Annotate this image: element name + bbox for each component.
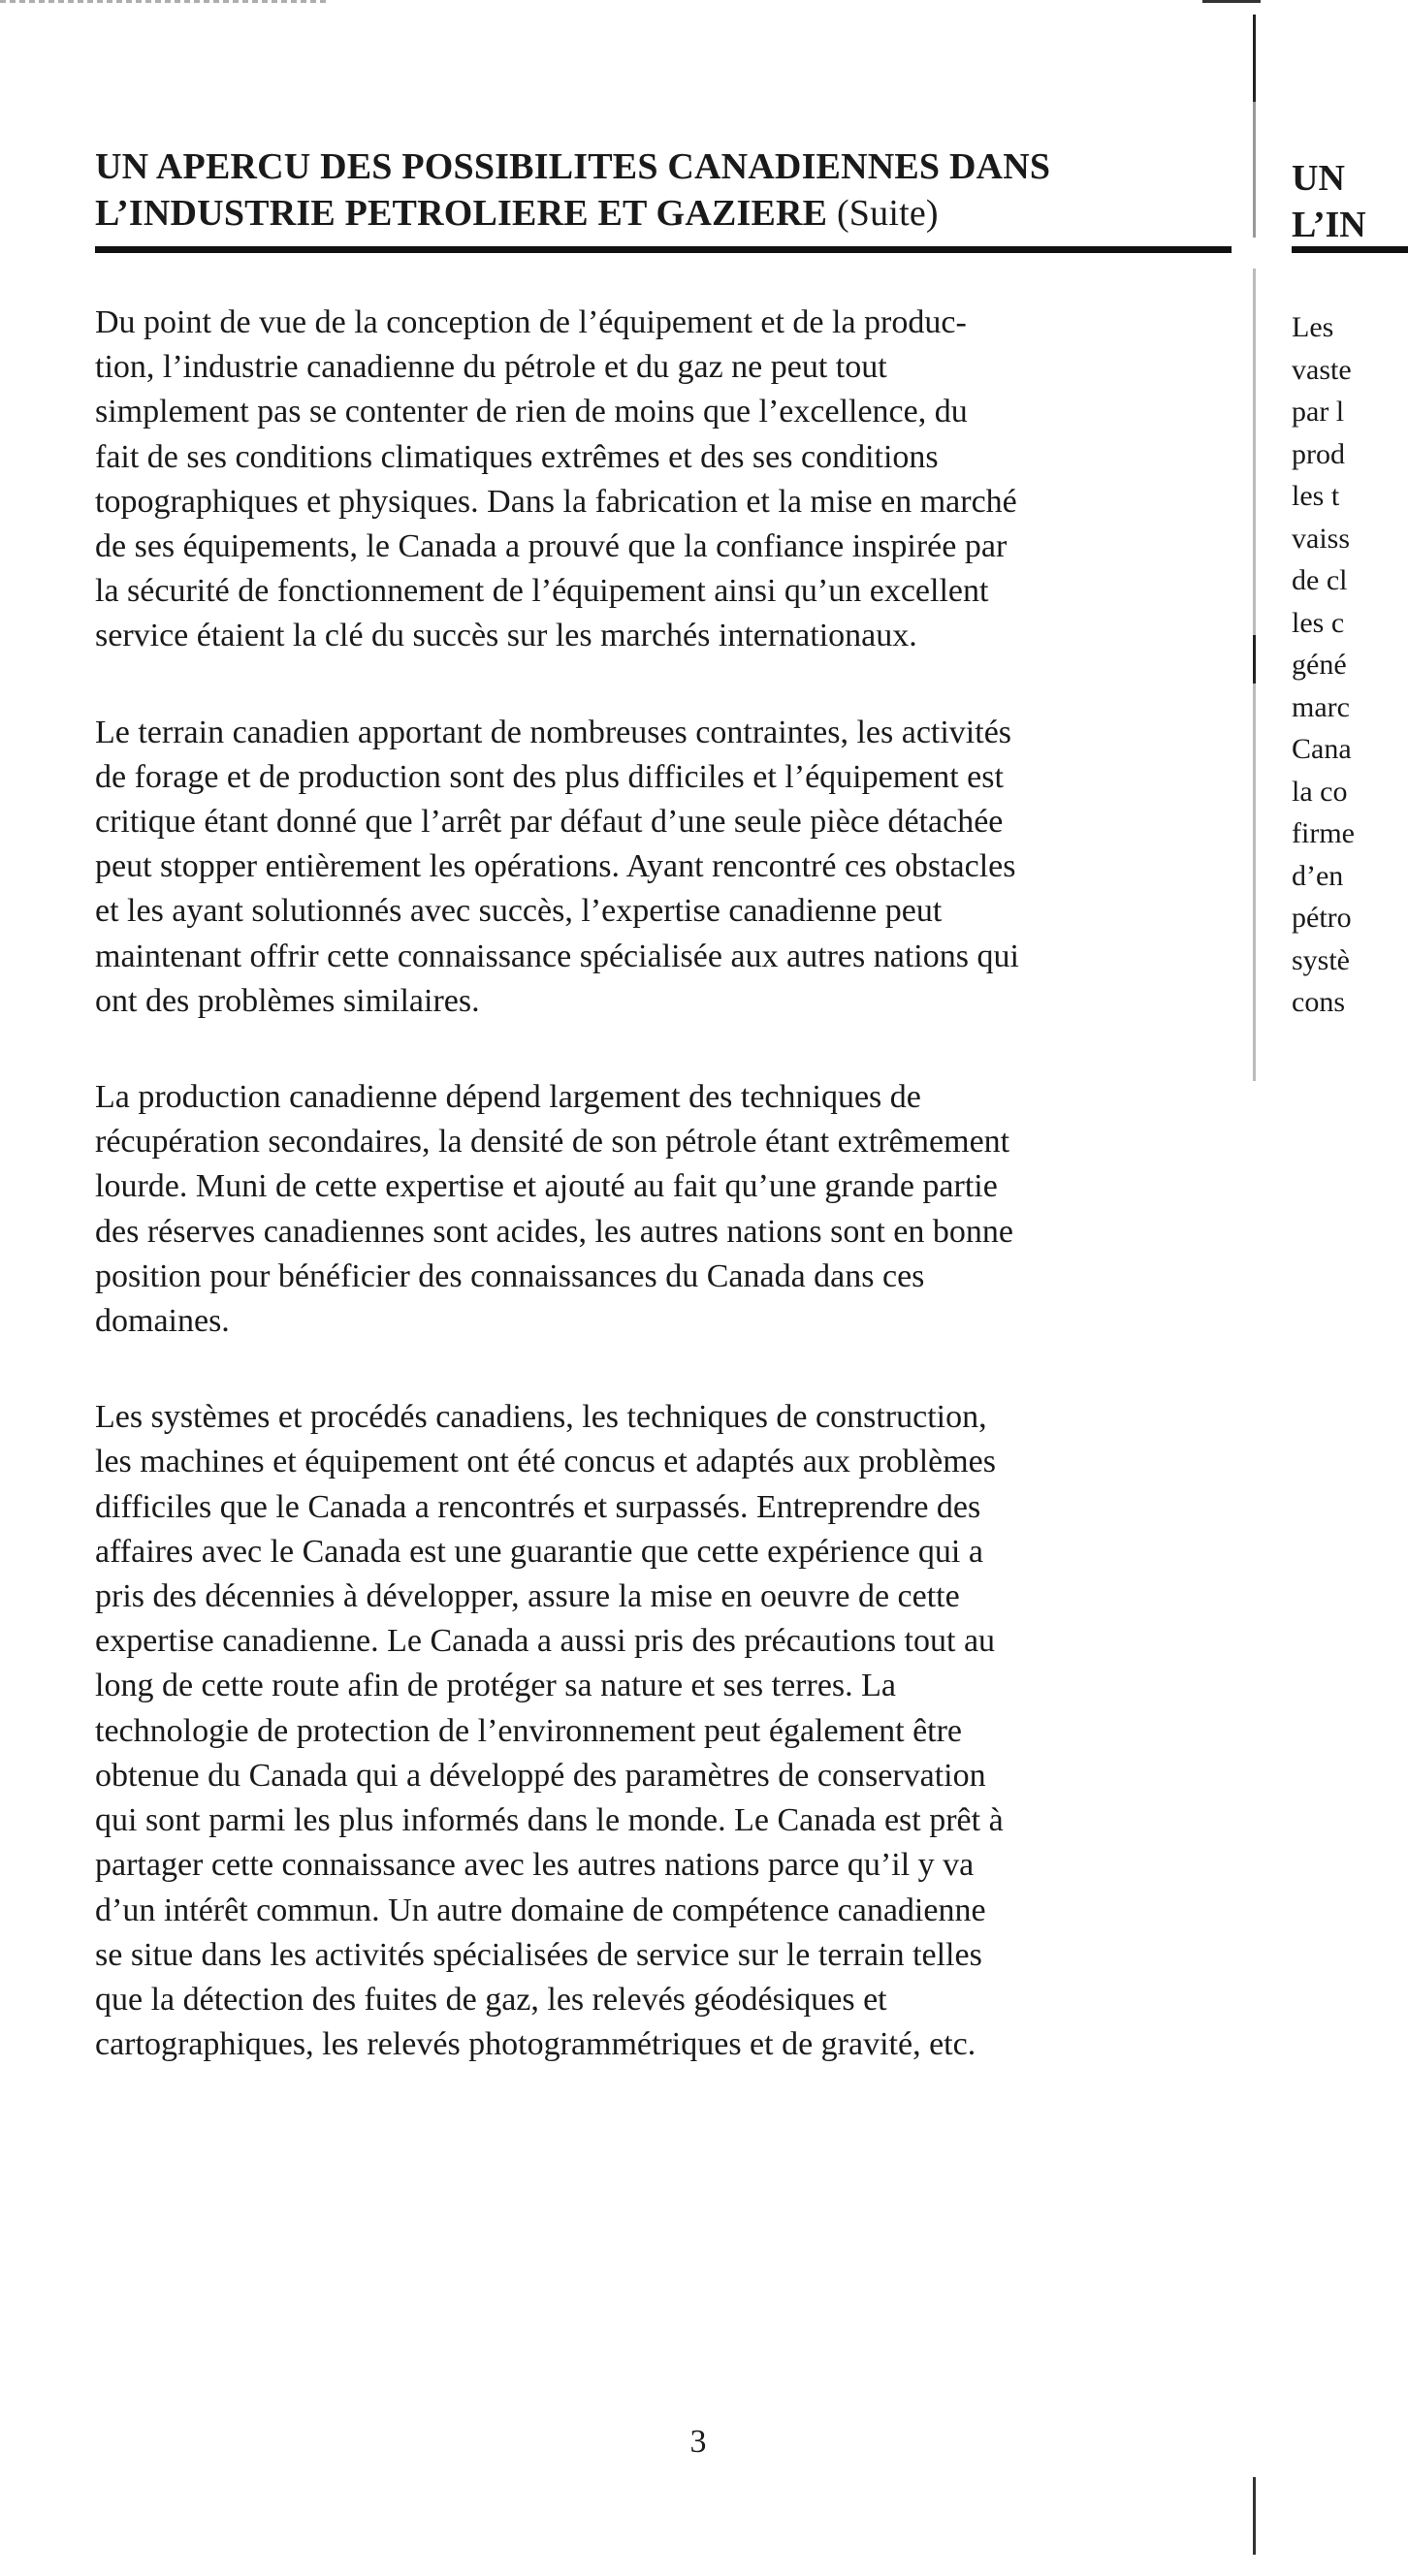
next-page-line: par l	[1292, 396, 1345, 428]
text-line: se situe dans les activités spécialisées de service sur le terrain telles	[95, 1936, 982, 1973]
text-line: récupération secondaires, la densité de son pétrole étant extrêmement	[95, 1124, 1010, 1161]
next-page-line: vaste	[1292, 353, 1352, 386]
text-line: maintenant offrir cette connaissance spécialisée aux autres nations qui	[95, 938, 1019, 974]
text-line: fait de ses conditions climatiques extrêmes et des ses conditions	[95, 438, 939, 475]
text-line: d’un intérêt commun. Un autre domaine de compétence canadienne	[95, 1892, 986, 1928]
next-page-line: les t	[1292, 480, 1340, 512]
text-line: pris des décennies à développer, assure la mise en oeuvre de cette	[95, 1578, 960, 1615]
text-line: difficiles que le Canada a rencontrés et surpassés. Entreprendre des	[95, 1488, 981, 1525]
scan-artifact-top-right	[1202, 0, 1261, 3]
next-page-line: de cl	[1292, 564, 1348, 596]
next-page-line: d’en	[1292, 859, 1344, 892]
text-line: peut stopper entièrement les opérations. Ayant rencontré ces obstacles	[95, 848, 1016, 885]
next-page-line: Cana	[1292, 733, 1352, 765]
text-line: affaires avec le Canada est une guarantie que cette expérience qui a	[95, 1533, 983, 1570]
next-page-line: les c	[1292, 606, 1345, 639]
section-title-suffix: (Suite)	[836, 193, 939, 234]
text-line: de ses équipements, le Canada a prouvé que la confiance inspirée par	[95, 528, 1008, 565]
next-page-line: géné	[1292, 649, 1347, 681]
text-line: qui sont parmi les plus informés dans le monde. Le Canada est prêt à	[95, 1802, 1004, 1839]
section-title	[95, 143, 1230, 237]
text-line: cartographiques, les relevés photogrammétriques et de gravité, etc.	[95, 2026, 976, 2063]
body-text	[95, 301, 1251, 2118]
text-line: Les systèmes et procédés canadiens, les techniques de construction,	[95, 1399, 987, 1436]
text-line: critique étant donné que l’arrêt par défaut d’une seule pièce détachée	[95, 804, 1004, 841]
text-line: des réserves canadiennes sont acides, les autres nations sont en bonne	[95, 1213, 1013, 1250]
next-page-line: pétro	[1292, 902, 1352, 934]
text-line: expertise canadienne. Le Canada a aussi pris des précautions tout au	[95, 1623, 996, 1660]
text-line: simplement pas se contenter de rien de moins que l’excellence, du	[95, 394, 968, 430]
next-page-line: cons	[1292, 986, 1345, 1018]
text-line: que la détection des fuites de gaz, les relevés géodésiques et	[95, 1981, 887, 2018]
text-line: Du point de vue de la conception de l’équipement et de la produc-	[95, 304, 967, 340]
section-title-line1: UN APERCU DES POSSIBILITES CANADIENNES DANS	[95, 146, 1051, 187]
paragraph	[95, 1075, 1251, 1344]
text-line: partager cette connaissance avec les autres nations parce qu’il y va	[95, 1847, 975, 1884]
page-fold-line	[1253, 15, 1256, 2555]
next-page-text	[1292, 306, 1355, 1024]
next-page-line: vaiss	[1292, 522, 1350, 555]
text-line: tion, l’industrie canadienne du pétrole et du gaz ne peut tout	[95, 349, 887, 386]
text-line: position pour bénéficier des connaissances du Canada dans ces	[95, 1257, 925, 1294]
text-line: technologie de protection de l’environnement peut également être	[95, 1712, 963, 1749]
next-page-line: systè	[1292, 943, 1350, 976]
text-line: service étaient la clé du succès sur les marchés internationaux.	[95, 618, 917, 654]
text-line: et les ayant solutionnés avec succès, l’expertise canadienne peut	[95, 893, 943, 930]
next-page-line: marc	[1292, 690, 1350, 723]
text-line: long de cette route afin de protéger sa nature et ses terres. La	[95, 1668, 897, 1704]
text-line: ont des problèmes similaires.	[95, 982, 480, 1019]
header-rule	[95, 246, 1232, 253]
text-line: de forage et de production sont des plus difficiles et l’équipement est	[95, 758, 1004, 795]
next-page-rule	[1292, 246, 1408, 253]
text-line: La production canadienne dépend largement des techniques de	[95, 1079, 921, 1116]
paragraph	[95, 1395, 1251, 2067]
next-page-line: firme	[1292, 817, 1355, 849]
text-line: la sécurité de fonctionnement de l’équipement ainsi qu’un excellent	[95, 573, 989, 610]
text-line: domaines.	[95, 1303, 230, 1340]
paragraph	[95, 301, 1251, 659]
next-page-title-line1: UN	[1292, 158, 1345, 199]
page-number: 3	[689, 2424, 707, 2460]
text-line: lourde. Muni de cette expertise et ajouté au fait qu’une grande partie	[95, 1168, 998, 1205]
next-page-line: la co	[1292, 775, 1348, 808]
text-line: topographiques et physiques. Dans la fabrication et la mise en marché	[95, 483, 1017, 520]
text-line: les machines et équipement ont été concus et adaptés aux problèmes	[95, 1444, 997, 1480]
text-line: Le terrain canadien apportant de nombreuses contraintes, les activités	[95, 714, 1012, 750]
scan-artifact-top-left	[0, 0, 330, 3]
next-page-edge	[1292, 0, 1366, 2576]
text-line: obtenue du Canada qui a développé des paramètres de conservation	[95, 1757, 986, 1794]
next-page-title	[1292, 155, 1366, 248]
section-title-line2: L’INDUSTRIE PETROLIERE ET GAZIERE	[95, 193, 828, 234]
next-page-line: Les	[1292, 311, 1334, 343]
next-page-line: prod	[1292, 437, 1345, 470]
next-page-title-line2: L’IN	[1292, 205, 1366, 245]
paragraph	[95, 711, 1251, 1024]
section-header	[95, 143, 1230, 237]
